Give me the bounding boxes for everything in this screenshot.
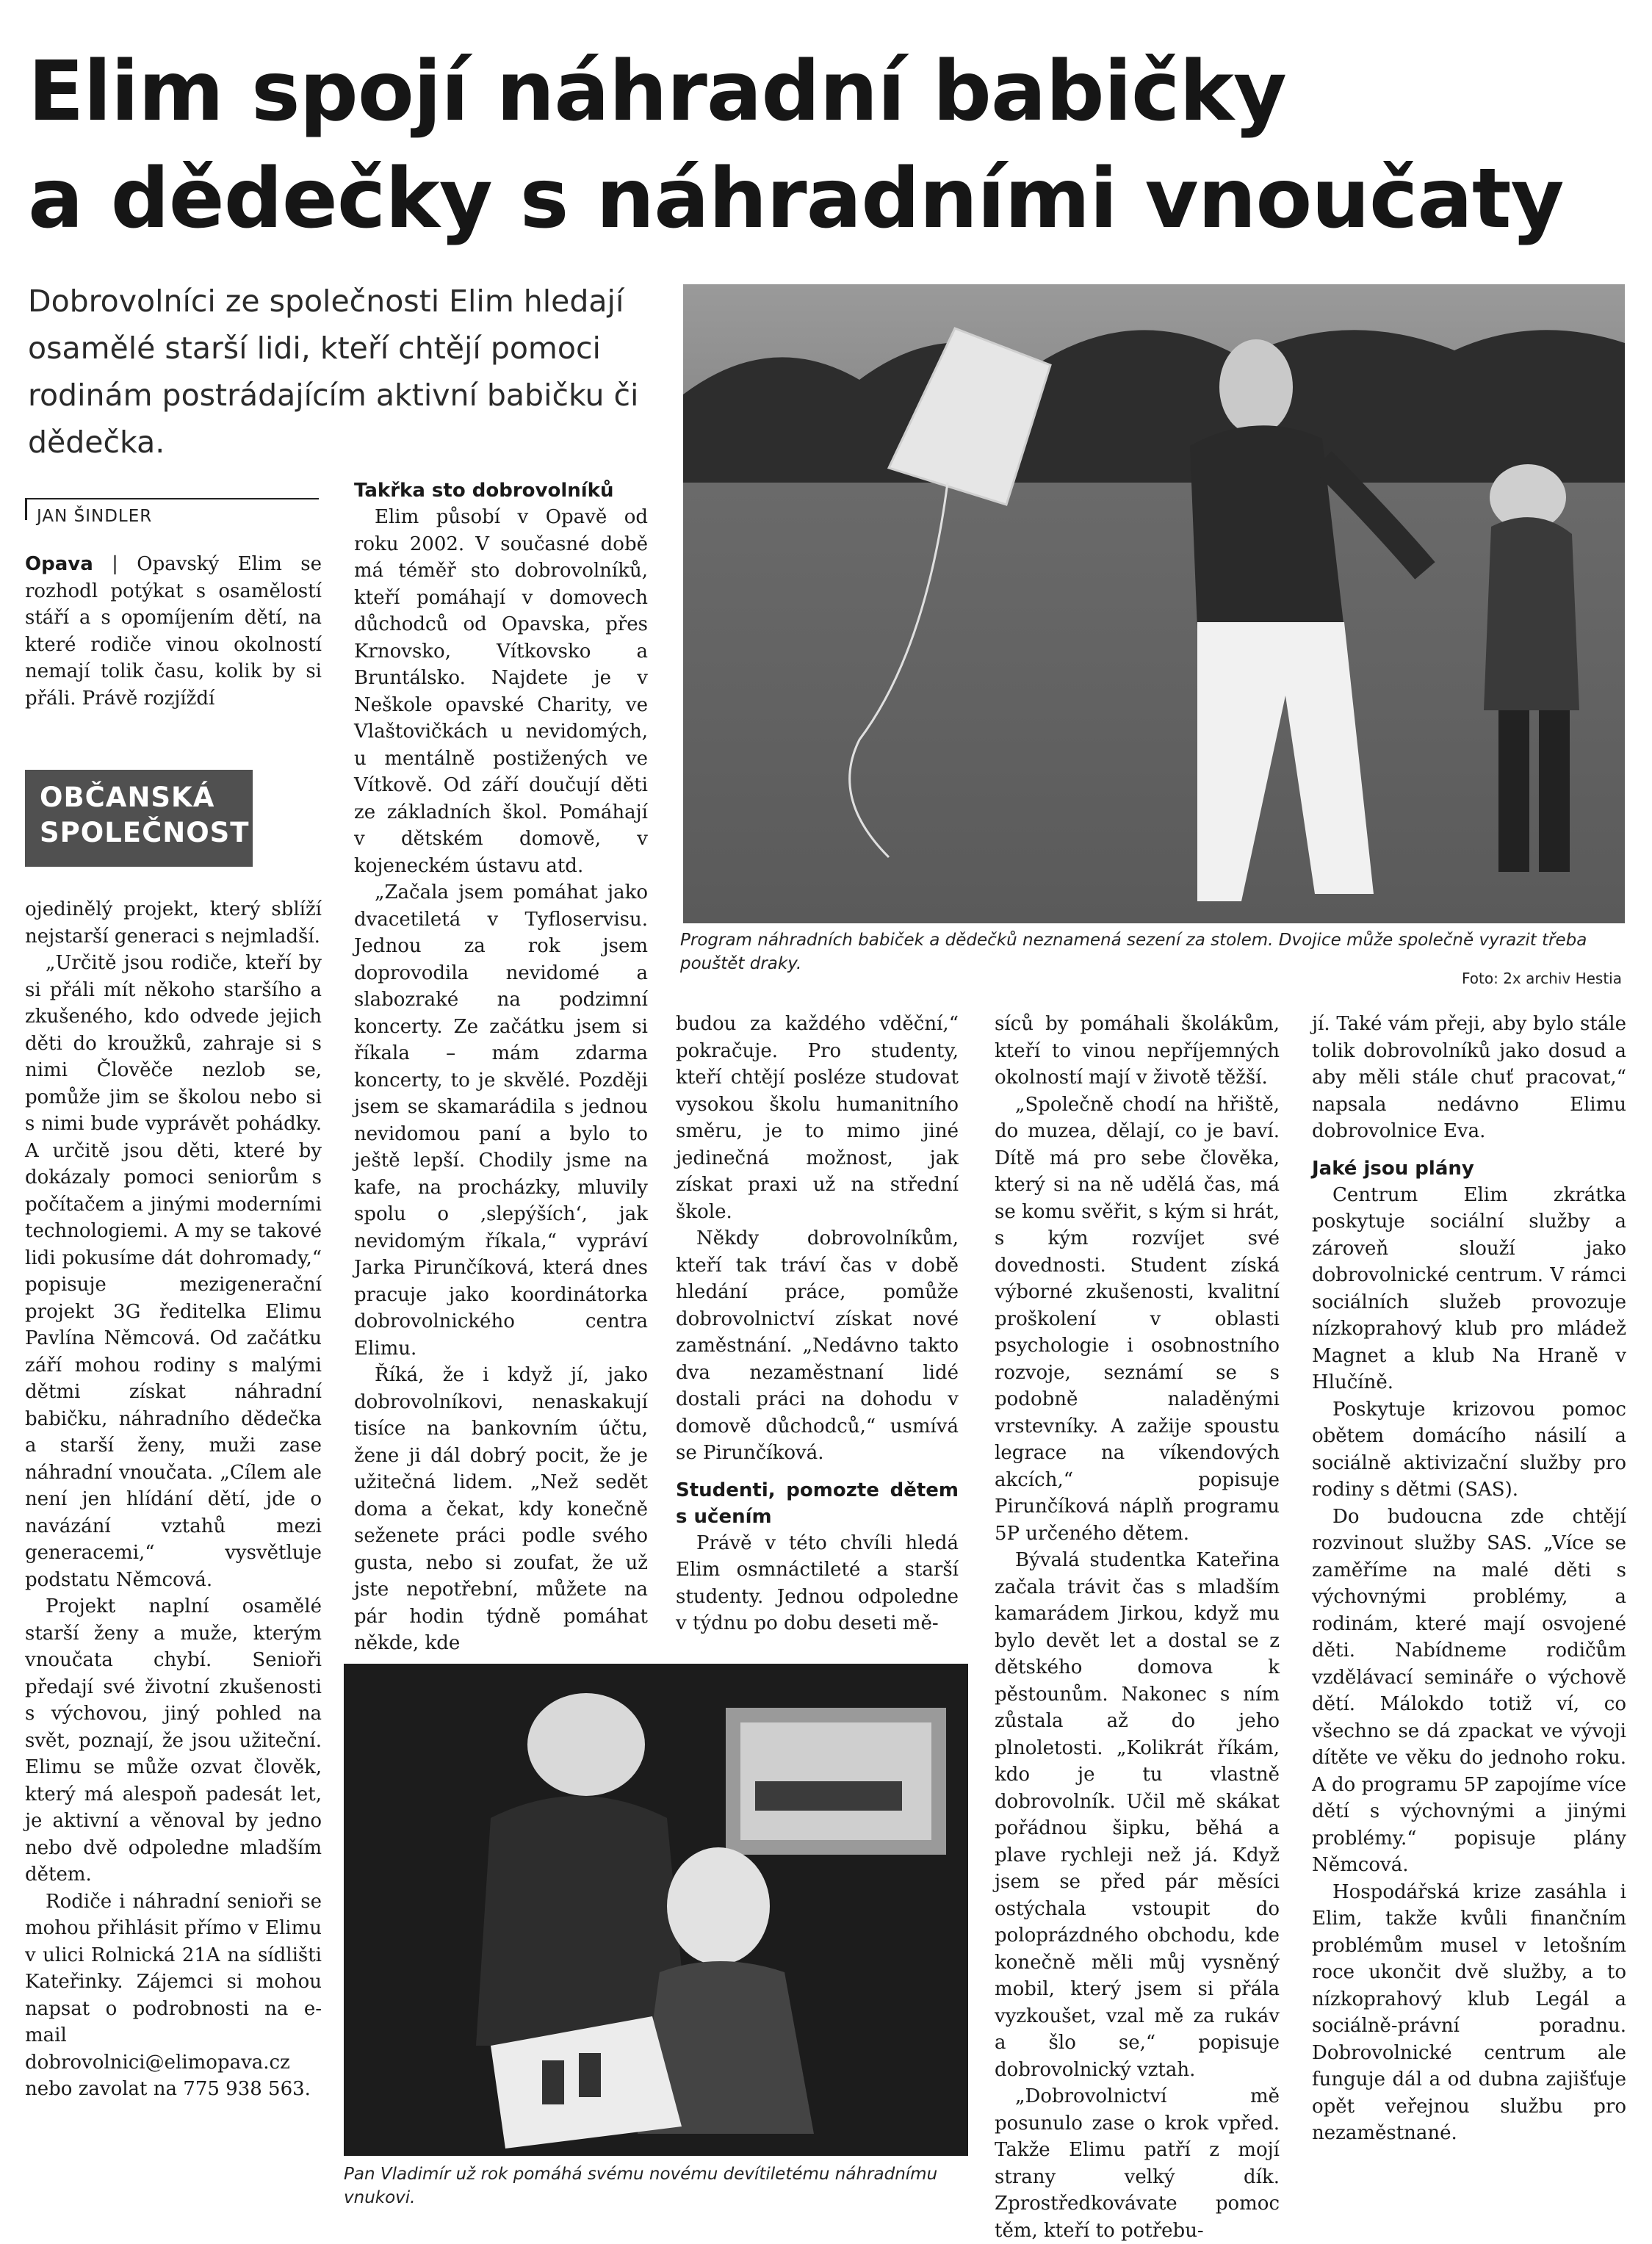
byline: JAN ŠINDLER xyxy=(37,507,153,526)
col3-paragraph-2: Někdy dobrovolníkům, kteří tak tráví čas v době hledání práce, pomůže dobrovolnictví získat nové zaměstnání. „Nedávno takto dva nezaměstnaní lidé dostali práci na dohodu v domově důchodců,“ usmívá se Pirunčíková. xyxy=(676,1227,959,1464)
byline-tick xyxy=(25,499,27,520)
col5-paragraph-3: Poskytuje krizovou pomoc obětem domácího násilí a sociálně aktivizační služby pro rodiny s dětmi (SAS). xyxy=(1312,1398,1626,1501)
col4-paragraph-2: „Společně chodí na hřiště, do muzea, dělají, co je baví. Dítě má pro sebe člověka, který si na ně udělá čas, má se komu svěřit, s kým si hrát, s kým rozvíjet své dovednosti. Student získá výborné zkušenosti, kvalitní proškolení v oblasti psychologie i osobnostního rozvoje, seznámí se s podobně naladěnými vrstevníky. A zažije spoustu legrace na víkendových akcích,“ popisuje Pirunčíková náplň programu 5P určeného dětem. xyxy=(995,1093,1280,1545)
col4-paragraph-4: „Dobrovolnictví mě posunulo zase o krok vpřed. Takže Elimu patří z mojí strany velký dík. Zprostředkovávate pomoc těm, kteří to potřebu- xyxy=(995,2085,1280,2242)
headline-line-1: Elim spojí náhradní babičky xyxy=(28,44,1286,140)
dateline: Opava xyxy=(25,553,93,575)
col5-paragraph-1: jí. Také vám přeji, aby bylo stále tolik dobrovolníků jako dosud a aby měli stále chuť pracovat,“ napsala nedávno Elimu dobrovolnice Eva. xyxy=(1312,1013,1626,1142)
col5-paragraph-4: Do budoucna zde chtějí rozvinout služby SAS. „Více se zaměříme na malé děti s výchovnými problémy, a rodinám, které mají osvojené děti. Nabídneme rodičům vzdělávací semináře o výchově dětí. Málokdo totiž ví, co všechno se dá zpackat ve vývoji dítěte ve věku do jednoho roku. A do programu 5P zapojíme více dětí s výchovnými a jinými problémy.“ popisuje plány Němcová. xyxy=(1312,1505,1626,1876)
col5-heading: Jaké jsou plány xyxy=(1312,1157,1474,1180)
article-column-2 xyxy=(354,477,648,1657)
col5-paragraph-2: Centrum Elim zkrátka poskytuje sociální služby a zároveň slouží jako dobrovolnické centrum. V rámci sociálních služeb provozuje nízkoprahový klub pro mládež Magnet a klub Na Hraně v Hlučíně. xyxy=(1312,1183,1626,1393)
col3-heading: Studenti, pomozte dětem s učením xyxy=(676,1479,959,1528)
col4-paragraph-1: síců by pomáhali školákům, kteří to vinou nepříjemných okolností mají v životě těžší. xyxy=(995,1013,1280,1089)
col1-paragraph-4: Projekt naplní osamělé starší ženy a muže, kterým vnoučata chybí. Senioři předají své životní zkušenosti s výchovou, jiný pohled na svět, poznají, že jsou užiteční. Elimu se může ozvat člověk, který má alespoň padesát let, je aktivní a věnoval by jedno nebo dvě odpoledne mladším dětem. xyxy=(25,1595,322,1886)
section-tag-line-1: OBČANSKÁ xyxy=(40,782,215,813)
section-tag xyxy=(25,770,253,867)
col1-paragraph-3: „Určitě jsou rodiče, kteří by si přáli mít někoho staršího a zkušeného, kdo odvede jejich děti do kroužků, zahraje si s nimi Člověče nezlob se, pomůže jim se školou nebo si s nimi bude vyprávět pohádky. A určitě jsou děti, které by dokázaly pomoci seniorům s počítačem a jinými moderními technologiemi. A my se takové lidi pokusíme dát dohromady,“ popisuje mezigenerační projekt 3G ředitelka Elimu Pavlína Němcová. Od začátku září mohou rodiny s malými dětmi získat náhradní babičku, náhradního dědečka a starší ženy, muži zase náhradní vnoučata. „Cílem ale není jen hlídání dětí, jde o navázání vztahů mezi generacemi,“ vysvětluje podstatu Němcová. xyxy=(25,952,322,1591)
headline-line-2: a dědečky s náhradními vnoučaty xyxy=(28,151,1564,247)
photo-grandfather-boy xyxy=(344,1664,968,2156)
article-column-1-continued xyxy=(25,896,322,2103)
article-column-5 xyxy=(1312,1011,1626,2147)
col2-heading: Takřka sto dobrovolníků xyxy=(354,480,614,502)
col1-paragraph-5: Rodiče i náhradní senioři se mohou přihlásit přímo v Elimu v ulici Rolnická 21A na sídlišti Kateřinky. Zájemci si mohou napsat o podrobnosti na e-mail dobrovolnici@elimopava.cz nebo zavolat na 775 938 563. xyxy=(25,1890,322,2100)
photo-grandfather-boy-caption: Pan Vladimír už rok pomáhá svému novému devítiletému náhradnímu vnukovi. xyxy=(344,2165,938,2207)
byline-rule xyxy=(25,498,319,499)
photo-kite xyxy=(683,284,1625,923)
col5-paragraph-5: Hospodářská krize zasáhla i Elim, takže kvůli finančním problémům musel v letošním roce ukončit dvě služby, a to nízkoprahový klub Legál a sociálně-právní poradnu. Dobrovolnické centrum ale funguje dál a od dubna zajišťuje opět veřejnou službu pro nezaměstnané. xyxy=(1312,1880,1626,2144)
col4-paragraph-3: Bývalá studentka Kateřina začala trávit čas s mladším kamarádem Jirkou, když mu bylo devět let a dostal se z dětského domova k pěstounům. Nakonec s ním zůstala až do jeho plnoletosti. „Kolikrát říkám, kdo je tu vlastně dobrovolník. Učil mě skákat pořádnou šipku, běhá a plave rychleji než já. Když jsem se před pár měsíci ostýchala vstoupit do poloprázdného obchodu, kde konečně měli můj vysněný mobil, který jsem si přála vyzkoušet, vzal mě za rukáv a šlo se,“ popisuje dobrovolnický vztah. xyxy=(995,1549,1280,2081)
col3-paragraph-3: Právě v této chvíli hledá Elim osmnáctileté a starší studenty. Jednou odpoledne v týdnu po dobu deseti mě- xyxy=(676,1532,959,1634)
article-headline xyxy=(28,38,1607,253)
article-lead: Dobrovolníci ze společnosti Elim hledají osamělé starší lidi, kteří chtějí pomoci rodinám postrádajícím aktivní babičku či dědečka. xyxy=(28,284,639,460)
photo-kite-credit: Foto: 2x archiv Hestia xyxy=(1462,970,1622,987)
col2-paragraph-2: „Začala jsem pomáhat jako dvacetiletá v Tyfloservisu. Jednou za rok jsem doprovodila nevidomé a slabozraké na podzimní koncerty. Ze začátku jsem si říkala – mám zdarma koncerty, to je skvělé. Později jsem se skamarádila s jednou nevidomou paní a bylo to ještě lepší. Chodily jsme na kafe, na procházky, mluvily spolu o ‚slepýších‘, jak nevidomým říkala,“ vypráví Jarka Pirunčíková, která dnes pracuje jako koordinátorka dobrovolnického centra Elimu. xyxy=(354,881,648,1360)
photo-kite-caption: Program náhradních babiček a dědečků neznamená sezení za stolem. Dvojice může společně vyrazit třeba pouštět draky. xyxy=(680,931,1587,973)
col2-paragraph-3: Říká, že i když jí, jako dobrovolníkovi, nenaskakují tisíce na bankovním účtu, žene ji dál dobrý pocit, že je užitečná lidem. „Než sedět doma a čekat, kdy konečně seženete práci podle svého gusta, nebo si zoufat, že už jste nepotřební, můžete na pár hodin týdně pomáhat někde, kde xyxy=(354,1364,648,1654)
article-column-4 xyxy=(995,1011,1280,2244)
col3-paragraph-1: budou za každého vděční,“ pokračuje. Pro studenty, kteří chtějí posléze studovat vysokou školu humanitního směru, je to mimo jiné jedinečná možnost, jak získat praxi už na střední škole. xyxy=(676,1013,959,1223)
col1-paragraph-1: | Opavský Elim se rozhodl potýkat s osamělostí stáří a s opomíjením dětí, na které rodiče vinou okolností nemají tolik času, kolik by si přáli. Právě rozjíždí xyxy=(25,553,322,710)
photo-kite-image xyxy=(683,284,1625,923)
article-column-3 xyxy=(676,1011,959,1637)
col1-paragraph-2: ojedinělý projekt, který sblíží nejstarší generaci s nejmladší. xyxy=(25,898,322,948)
col2-paragraph-1: Elim působí v Opavě od roku 2002. V současné době má téměř sto dobrovolníků, kteří pomáhají v domovech důchodců od Opavska, přes Krnovsko, Vítkovsko a Bruntálsko. Najdete je v Neškole opavské Charity, ve Vlaštovičkách u nevidomých, u mentálně postižených ve Vítkově. Od září doučují děti ze základních škol. Pomáhají v dětském domově, v kojeneckém ústavu atd. xyxy=(354,506,648,877)
section-tag-line-2: SPOLEČNOST xyxy=(40,817,250,848)
article-column-1 xyxy=(25,551,322,712)
photo-grandfather-boy-image xyxy=(344,1664,968,2156)
